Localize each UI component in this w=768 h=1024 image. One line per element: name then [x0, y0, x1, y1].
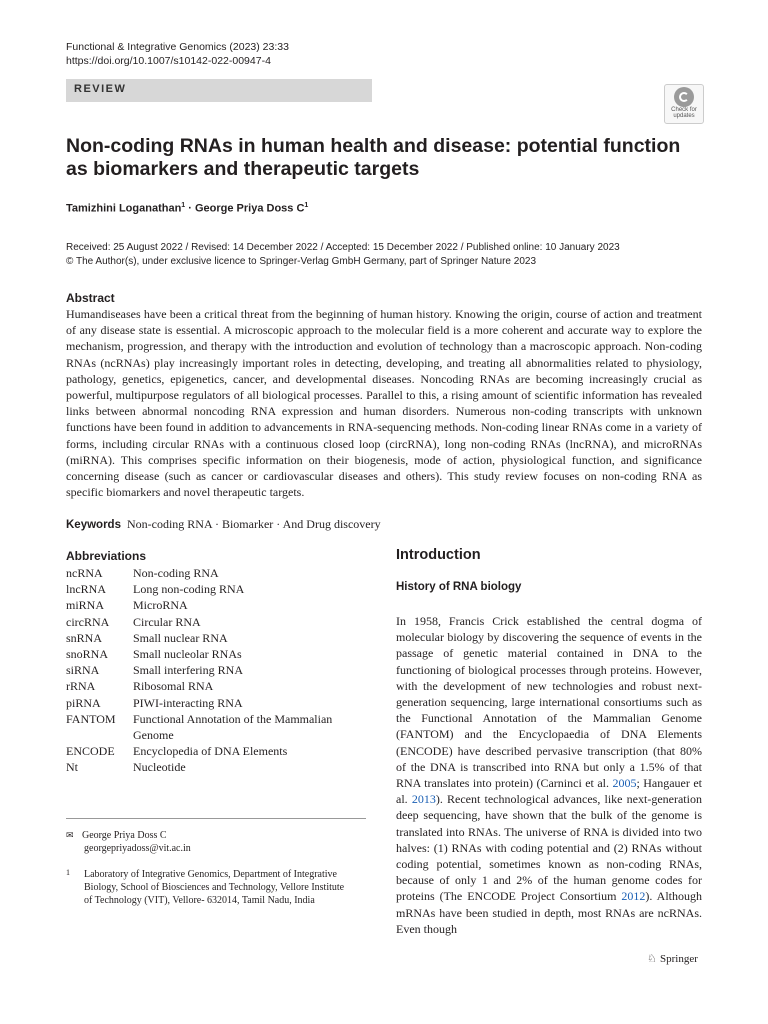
update-icon	[674, 87, 694, 107]
springer-logo-icon: ♘	[647, 953, 657, 965]
footnote-divider	[66, 818, 366, 819]
keywords-list: Non-coding RNA · Biomarker · And Drug discovery	[126, 517, 381, 531]
citation-link[interactable]: 2005	[612, 776, 637, 791]
abbreviation-term: miRNA	[66, 598, 105, 613]
abbreviation-term: rRNA	[66, 679, 96, 694]
abbreviation-row	[66, 597, 366, 613]
publication-dates: Received: 25 August 2022 / Revised: 14 December 2022 / Accepted: 15 December 2022 / Published online: 10 January 2023	[66, 242, 620, 253]
publisher-footer	[647, 952, 698, 965]
abbreviation-row	[66, 630, 366, 646]
abbreviation-definition: Long non-coding RNA	[133, 582, 245, 597]
abbreviation-term: ENCODE	[66, 744, 115, 759]
abbreviation-row	[66, 662, 366, 678]
check-for-updates-text: Check for updates	[671, 107, 697, 119]
abbreviation-definition: Nucleotide	[133, 760, 186, 775]
abbreviation-term: Nt	[66, 760, 78, 775]
corresponding-email[interactable]: georgepriyadoss@vit.ac.in	[84, 843, 191, 854]
abbreviation-definition: MicroRNA	[133, 598, 188, 613]
affiliation-text: Laboratory of Integrative Genomics, Department of Integrative Biology, School of Biosciences and Technology, Vellore Institute of Technology (VIT), Vellore- 632014, Tamil Nadu, India	[84, 869, 345, 906]
abbreviation-term: siRNA	[66, 663, 100, 678]
introduction-heading: Introduction	[396, 547, 481, 563]
abstract-text: Humandiseases have been a critical threat from the beginning of human history. Knowing the origin, course of action and treatment of any disease state is essential. A microscopic approach to the molecular field is a more coherent and accurate way to explore the mechanism, progression, and therapy with the introduction and evolution of technology than a macroscopic approach. Non-coding RNAs (ncRNAs) play increasingly important roles in detecting, developing, and treating all abnormalities related to physiology, pathology, genetics, epigenetics, cancer, and developmental diseases. Noncoding RNAs are becoming increasingly crucial as powerful, multipurpose regulators of all biological processes. Parallel to this, a rising amount of scientific information has revealed links between abnormal noncoding RNA expression and human disorders. Numerous non-coding transcripts with unknown functions have been found in addition to advancements in RNA-sequencing methods. Non-coding linear RNAs come in a variety of forms, including circular RNAs with a continuous closed loop (circRNA), long non-coding RNAs (lncRNA), and microRNAs (miRNA). This comprises specific information on their biogenesis, mode of action, physiological function, and significance concerning disease (such as cancer or cardiovascular diseases and others). This study review focuses on non-coding RNA as specific biomarkers and novel therapeutic targets.	[66, 307, 702, 500]
abbreviation-row	[66, 565, 366, 581]
corresponding-author-name: George Priya Doss C	[82, 830, 167, 841]
journal-citation: Functional & Integrative Genomics (2023) 23:33	[66, 41, 289, 53]
abbreviations-heading: Abbreviations	[66, 549, 147, 563]
introduction-paragraph	[396, 613, 702, 937]
check-for-updates-badge[interactable]	[664, 84, 704, 124]
affiliation-number: 1	[66, 868, 70, 877]
paragraph-text: In 1958, Francis Crick established the central dogma of molecular biology by discovering the sequence of events in the passage of genetic material contained in DNA to the functioning of biological processes through proteins. However, with the development of new technologies and robust next-generation sequencing, large international consortiums such as the Functional Annotation of the Mammalian Genome (FANTOM) and the Encyclopaedia of DNA Elements (ENCODE) have described pervasive transcription (that 80% of the DNA is transcribed into RNA but only a 1.5% of that RNA translates into protein) (Carninci et al.	[396, 614, 702, 791]
citation-link[interactable]: 2013	[411, 792, 436, 807]
abbreviation-row	[66, 678, 366, 694]
corresponding-author	[66, 829, 366, 842]
citation-link[interactable]: 2012	[621, 889, 646, 904]
paragraph-text: ). Recent technological advances, like next-generation deep sequencing, have shown that the bulk of the genome is translated into RNAs. The universe of RNA is divided into two halves: (1) RNAs with coding potential and (2) RNAs without coding potential, sometimes known as non-coding RNAs, because of only 1 and 2% of the human genome codes for proteins (The ENCODE Project Consortium	[396, 792, 702, 904]
abbreviation-definition: Small nuclear RNA	[133, 630, 228, 645]
abstract-heading: Abstract	[66, 291, 115, 305]
abbreviation-row	[66, 581, 366, 597]
abbreviation-term: piRNA	[66, 695, 101, 710]
abbreviation-term: FANTOM	[66, 711, 116, 726]
section-banner	[66, 79, 372, 102]
author-name[interactable]: George Priya Doss C	[194, 202, 305, 215]
abbreviation-row	[66, 711, 366, 743]
abbreviations-table	[66, 565, 366, 776]
abbreviation-row	[66, 614, 366, 630]
copyright-notice: © The Author(s), under exclusive licence to Springer-Verlag GmbH Germany, part of Springer Nature 2023	[66, 256, 536, 267]
subsection-heading: History of RNA biology	[396, 581, 522, 593]
envelope-icon: ✉	[66, 830, 74, 840]
abbreviation-term: circRNA	[66, 614, 110, 629]
author-separator: ·	[185, 202, 195, 215]
abbreviation-definition: Small interfering RNA	[133, 663, 243, 678]
abbreviation-term: snRNA	[66, 630, 103, 645]
abbreviation-term: ncRNA	[66, 566, 103, 580]
doi-link[interactable]: https://doi.org/10.1007/s10142-022-00947-4	[66, 55, 271, 67]
abbreviation-row	[66, 743, 366, 759]
paragraph-text: ; Hangauer et al.	[396, 776, 702, 807]
abbreviation-definition: Small nucleolar RNAs	[133, 647, 242, 662]
abbreviation-term: snoRNA	[66, 647, 109, 662]
paragraph-text: ). Although mRNAs have been studied in depth, most RNAs are ncRNAs. Even though	[396, 889, 703, 936]
keywords-label: Keywords	[66, 519, 121, 531]
abbreviation-row	[66, 759, 366, 775]
author-list	[66, 202, 308, 215]
article-title: Non-coding RNAs in human health and disease: potential function as biomarkers and therapeutic targets	[66, 135, 681, 180]
abbreviation-definition: Ribosomal RNA	[133, 679, 214, 694]
abbreviation-definition: Circular RNA	[133, 614, 201, 629]
publisher-name: Springer	[660, 953, 698, 965]
abbreviation-row	[66, 646, 366, 662]
author-name[interactable]: Tamizhini Loganathan	[66, 202, 182, 215]
affiliation-marker: 1	[181, 202, 186, 209]
section-label: REVIEW	[74, 83, 127, 95]
abbreviation-definition: Non-coding RNA	[133, 566, 219, 580]
affiliation-marker: 1	[304, 202, 309, 209]
abbreviation-definition: Encyclopedia of DNA Elements	[133, 744, 288, 759]
abbreviation-definition: PIWI-interacting RNA	[133, 695, 243, 710]
abbreviation-row	[66, 695, 366, 711]
abbreviation-definition: Functional Annotation of the Mammalian Genome	[133, 711, 333, 743]
keywords	[66, 517, 381, 532]
abbreviation-term: lncRNA	[66, 582, 106, 597]
